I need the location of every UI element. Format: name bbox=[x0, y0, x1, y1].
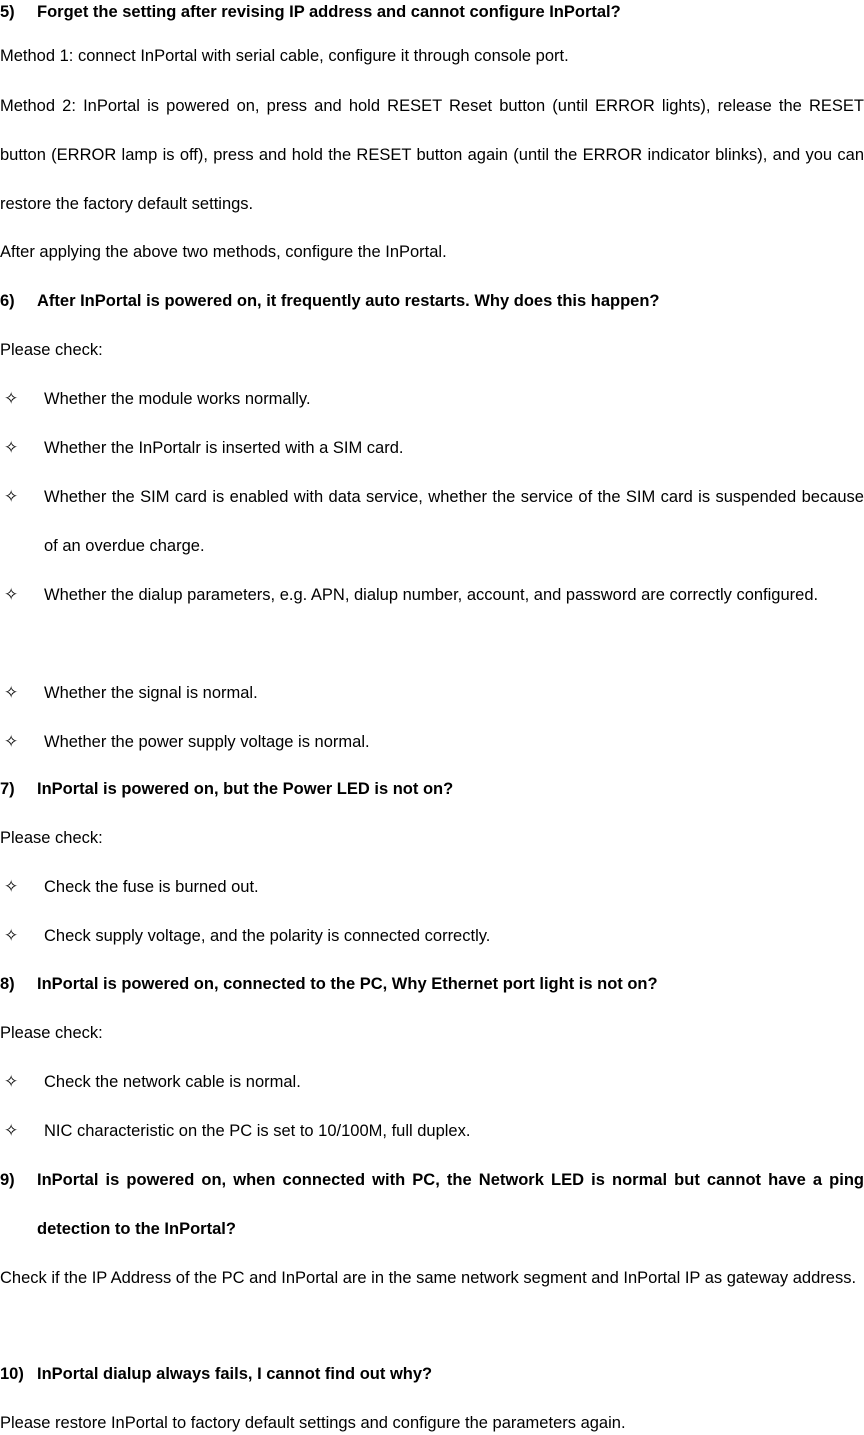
bullet-icon: ✧ bbox=[4, 1072, 19, 1092]
list-item bbox=[0, 583, 864, 656]
bullet-icon: ✧ bbox=[4, 487, 19, 507]
section-number: 7) bbox=[0, 780, 15, 798]
heading-text: InPortal is powered on, connected to the PC, Why Ethernet port light is not on? bbox=[37, 975, 658, 993]
paragraph: Please restore InPortal to factory default settings and configure the parameters again. bbox=[0, 1414, 626, 1432]
list-item bbox=[0, 485, 864, 558]
bullet-icon: ✧ bbox=[4, 438, 19, 458]
bullet-icon: ✧ bbox=[4, 1121, 19, 1141]
section-number: 8) bbox=[0, 975, 15, 993]
bullet-text: Check the network cable is normal. bbox=[44, 1073, 301, 1091]
bullet-icon: ✧ bbox=[4, 732, 19, 752]
bullet-icon: ✧ bbox=[4, 926, 19, 946]
section-number: 9) bbox=[0, 1171, 15, 1189]
bullet-text: Whether the signal is normal. bbox=[44, 684, 258, 702]
paragraph: After applying the above two methods, configure the InPortal. bbox=[0, 243, 447, 261]
bullet-text: NIC characteristic on the PC is set to 10/100M, full duplex. bbox=[44, 1122, 471, 1140]
bullet-text: Whether the module works normally. bbox=[44, 390, 311, 408]
bullet-text: Whether the InPortalr is inserted with a SIM card. bbox=[44, 439, 404, 457]
bullet-text: Whether the power supply voltage is normal. bbox=[44, 733, 370, 751]
bullet-icon: ✧ bbox=[4, 683, 19, 703]
bullet-text: Check supply voltage, and the polarity is connected correctly. bbox=[44, 927, 491, 945]
bullet-icon: ✧ bbox=[4, 585, 19, 605]
heading-text: InPortal is powered on, when connected with PC, the Network LED is normal but cannot have a ping detection to the InPortal? bbox=[37, 1171, 864, 1238]
paragraph: Method 1: connect InPortal with serial cable, configure it through console port. bbox=[0, 47, 569, 65]
section-9-heading bbox=[0, 1168, 864, 1241]
section-number: 5) bbox=[0, 3, 15, 21]
heading-text: InPortal is powered on, but the Power LED is not on? bbox=[37, 780, 454, 798]
paragraph: Check if the IP Address of the PC and InPortal are in the same network segment and InPortal IP as gateway address. bbox=[0, 1269, 857, 1287]
bullet-text: Check the fuse is burned out. bbox=[44, 878, 259, 896]
bullet-text: Whether the SIM card is enabled with data service, whether the service of the SIM card is suspended because of an overdue charge. bbox=[44, 488, 864, 555]
heading-text: InPortal dialup always fails, I cannot find out why? bbox=[37, 1365, 433, 1383]
bullet-icon: ✧ bbox=[4, 389, 19, 409]
intro-text: Please check: bbox=[0, 829, 103, 847]
heading-text: Forget the setting after revising IP address and cannot configure InPortal? bbox=[37, 3, 621, 21]
paragraph: Method 2: InPortal is powered on, press and hold RESET Reset button (until ERROR lights), release the RESET button (ERROR lamp is off), press and hold the RESET button again (until the ERROR indicator blinks), and you can restore the factory default settings. bbox=[0, 97, 864, 213]
intro-text: Please check: bbox=[0, 341, 103, 359]
intro-text: Please check: bbox=[0, 1024, 103, 1042]
heading-text: After InPortal is powered on, it frequently auto restarts. Why does this happen? bbox=[37, 292, 660, 310]
bullet-icon: ✧ bbox=[4, 877, 19, 897]
section-number: 6) bbox=[0, 292, 15, 310]
section-number: 10) bbox=[0, 1365, 24, 1383]
bullet-text: Whether the dialup parameters, e.g. APN, dialup number, account, and password are correctly configured. bbox=[44, 586, 819, 604]
